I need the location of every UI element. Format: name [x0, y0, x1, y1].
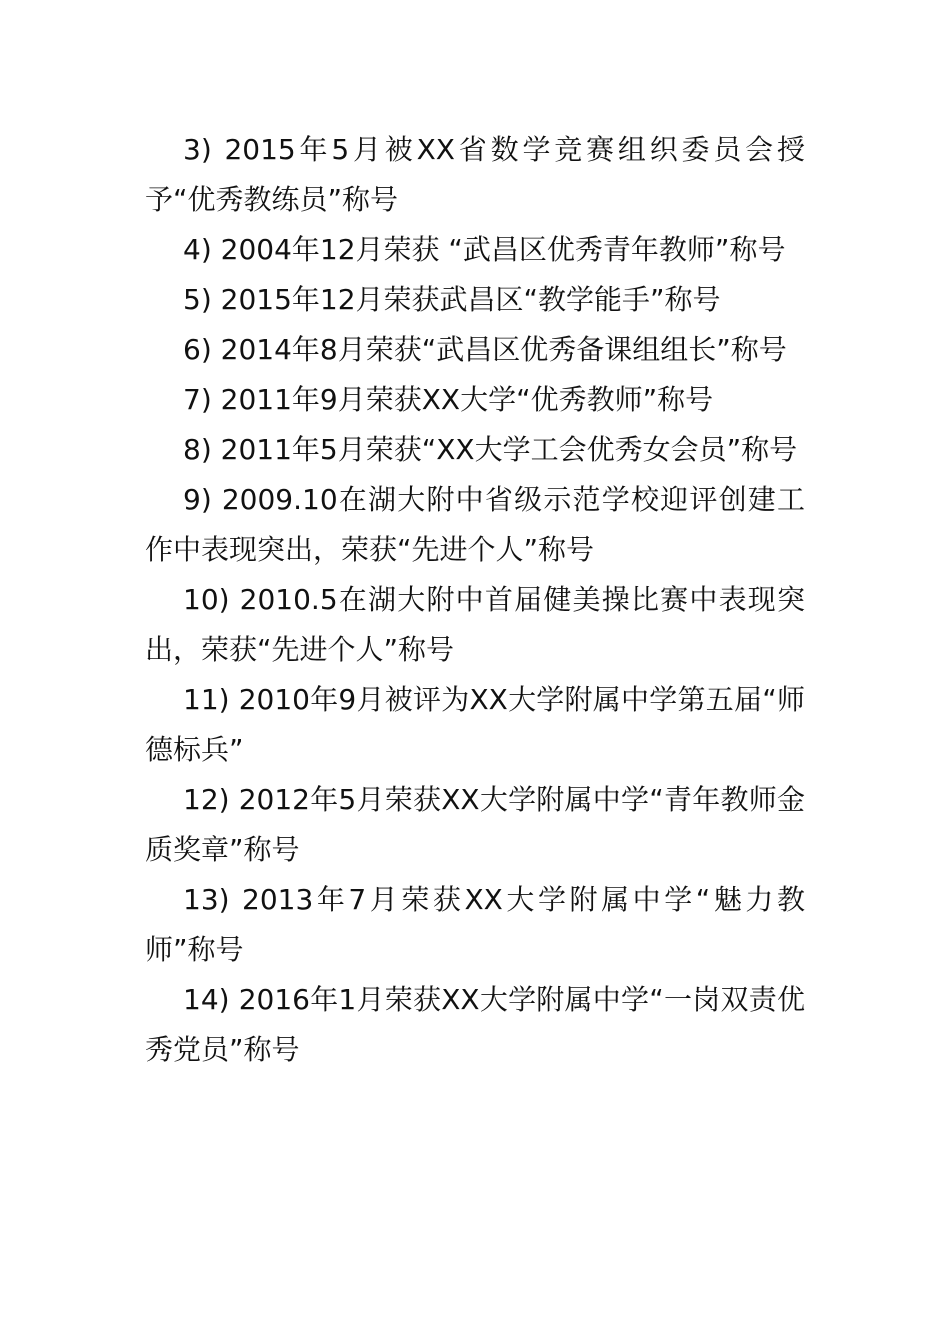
award-item-12: 12) 2012年5月荣获XX大学附属中学“青年教师金质奖章”称号 [145, 783, 805, 866]
award-item-3: 3) 2015年5月被XX省数学竞赛组织委员会授予“优秀教练员”称号 [145, 133, 805, 216]
award-item-8: 8) 2011年5月荣获“XX大学工会优秀女会员”称号 [183, 433, 798, 466]
award-item-6: 6) 2014年8月荣获“武昌区优秀备课组组长”称号 [183, 333, 787, 366]
award-item-11: 11) 2010年9月被评为XX大学附属中学第五届“师德标兵” [145, 683, 805, 766]
award-list [145, 125, 805, 1075]
award-item-5: 5) 2015年12月荣获武昌区“教学能手”称号 [183, 283, 721, 316]
award-item-7: 7) 2011年9月荣获XX大学“优秀教师”称号 [183, 383, 714, 416]
award-item-13: 13) 2013年7月荣获XX大学附属中学“魅力教师”称号 [145, 883, 805, 966]
award-item-4: 4) 2004年12月荣获 “武昌区优秀青年教师”称号 [183, 233, 786, 266]
award-item-9: 9) 2009.10在湖大附中省级示范学校迎评创建工作中表现突出，荣获“先进个人”称号 [145, 483, 805, 566]
award-item-14: 14) 2016年1月荣获XX大学附属中学“一岗双责优秀党员”称号 [145, 983, 805, 1066]
award-item-10: 10) 2010.5在湖大附中首届健美操比赛中表现突出，荣获“先进个人”称号 [145, 583, 805, 666]
